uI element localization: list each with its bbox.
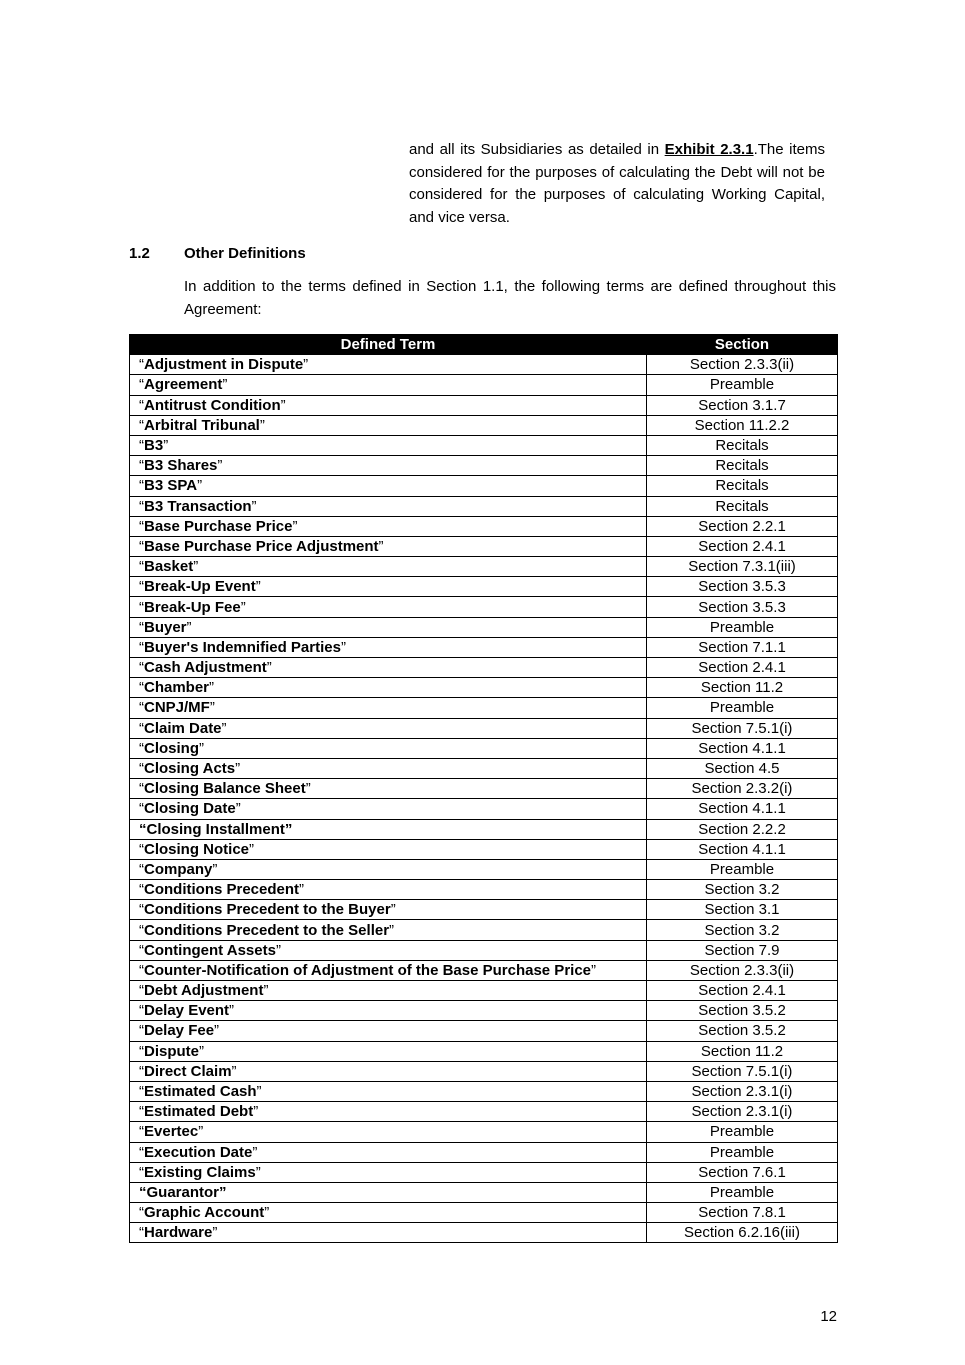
table-row <box>130 698 838 718</box>
section-reference-cell: Section 7.3.1(iii) <box>647 557 838 577</box>
defined-term: Base Purchase Price <box>144 517 293 535</box>
table-row <box>130 375 838 395</box>
defined-term: Conditions Precedent to the Buyer <box>144 901 391 919</box>
defined-term-cell: “Adjustment in Dispute” <box>130 355 647 375</box>
defined-term: Claim Date <box>144 719 222 737</box>
table-row <box>130 819 838 839</box>
defined-term-cell: “Closing Date” <box>130 799 647 819</box>
defined-term: Contingent Assets <box>144 941 276 959</box>
table-row <box>130 1122 838 1142</box>
continued-text-start: and all its Subsidiaries as detailed in <box>409 141 665 158</box>
table-row <box>130 415 838 435</box>
continued-text-end: .The items considered for the purposes of calculating the Debt will not be considered for the purposes of calculating Working Capital, and vice versa. <box>409 141 825 226</box>
defined-term: Conditions Precedent <box>144 881 300 899</box>
defined-term: Estimated Debt <box>144 1103 254 1121</box>
defined-term: Estimated Cash <box>144 1083 257 1101</box>
table-row <box>130 516 838 536</box>
defined-term-cell: “Closing” <box>130 738 647 758</box>
section-reference-cell: Section 4.1.1 <box>647 799 838 819</box>
defined-terms-table <box>129 334 838 1243</box>
defined-term-cell: “Closing Installment” <box>130 819 647 839</box>
section-reference-cell: Recitals <box>647 435 838 455</box>
defined-term: Closing Balance Sheet <box>144 780 306 798</box>
table-row <box>130 1081 838 1101</box>
table-row <box>130 799 838 819</box>
defined-term-cell: “B3 SPA” <box>130 476 647 496</box>
section-reference-cell: Recitals <box>647 476 838 496</box>
defined-term-cell: “Counter-Notification of Adjustment of the Base Purchase Price” <box>130 960 647 980</box>
table-row <box>130 940 838 960</box>
section-reference-cell: Section 7.6.1 <box>647 1162 838 1182</box>
section-reference-cell: Section 11.2 <box>647 678 838 698</box>
defined-term: Graphic Account <box>144 1204 265 1222</box>
defined-term-cell: “Break-Up Fee” <box>130 597 647 617</box>
section-reference-cell: Section 2.3.1(i) <box>647 1102 838 1122</box>
defined-term: Break-Up Event <box>144 578 256 596</box>
defined-term-cell: “Agreement” <box>130 375 647 395</box>
defined-term: B3 <box>144 437 164 455</box>
section-reference-cell: Section 2.2.2 <box>647 819 838 839</box>
defined-term-cell: “Base Purchase Price” <box>130 516 647 536</box>
defined-term: Break-Up Fee <box>144 598 241 616</box>
defined-term-cell: “Base Purchase Price Adjustment” <box>130 536 647 556</box>
defined-term-cell: “Contingent Assets” <box>130 940 647 960</box>
defined-term: Existing Claims <box>144 1163 256 1181</box>
defined-term-cell: “Direct Claim” <box>130 1061 647 1081</box>
defined-term: Closing <box>144 739 199 757</box>
section-reference-cell: Section 7.8.1 <box>647 1203 838 1223</box>
defined-term-cell: “Hardware” <box>130 1223 647 1243</box>
defined-term-cell: “Delay Fee” <box>130 1021 647 1041</box>
table-row <box>130 1182 838 1202</box>
section-reference-cell: Section 3.1 <box>647 900 838 920</box>
header-defined-term: Defined Term <box>130 335 647 355</box>
table-row <box>130 1021 838 1041</box>
defined-term-cell: “B3 Transaction” <box>130 496 647 516</box>
defined-term-cell: “Conditions Precedent to the Seller” <box>130 920 647 940</box>
section-reference-cell: Section 3.5.3 <box>647 597 838 617</box>
section-reference-cell: Section 3.5.2 <box>647 1021 838 1041</box>
section-reference-cell: Recitals <box>647 496 838 516</box>
defined-term: Conditions Precedent to the Seller <box>144 921 390 939</box>
defined-term-cell: “B3 Shares” <box>130 456 647 476</box>
section-reference-cell: Section 2.4.1 <box>647 536 838 556</box>
defined-term-cell: “Chamber” <box>130 678 647 698</box>
section-reference-cell: Section 2.3.3(ii) <box>647 355 838 375</box>
header-section: Section <box>647 335 838 355</box>
section-reference-cell: Recitals <box>647 456 838 476</box>
table-row <box>130 1142 838 1162</box>
section-reference-cell: Section 6.2.16(iii) <box>647 1223 838 1243</box>
defined-term: Closing Date <box>144 800 236 818</box>
defined-term: Buyer's Indemnified Parties <box>144 638 341 656</box>
section-reference-cell: Section 4.1.1 <box>647 738 838 758</box>
table-row <box>130 718 838 738</box>
defined-term: Closing Acts <box>144 760 236 778</box>
table-row <box>130 1041 838 1061</box>
defined-term-cell: “Conditions Precedent to the Buyer” <box>130 900 647 920</box>
table-row <box>130 920 838 940</box>
defined-term-cell: “Claim Date” <box>130 718 647 738</box>
defined-term: Dispute <box>144 1042 200 1060</box>
section-heading <box>129 243 306 265</box>
table-row <box>130 496 838 516</box>
section-reference-cell: Section 3.2 <box>647 880 838 900</box>
section-reference-cell: Section 7.5.1(i) <box>647 718 838 738</box>
defined-term-cell: “Closing Notice” <box>130 839 647 859</box>
defined-term: Chamber <box>144 679 210 697</box>
defined-term-cell: “Cash Adjustment” <box>130 658 647 678</box>
page-number: 12 <box>820 1308 837 1325</box>
section-title: Other Definitions <box>184 245 306 262</box>
table-row <box>130 637 838 657</box>
section-reference-cell: Section 11.2.2 <box>647 415 838 435</box>
table-row <box>130 577 838 597</box>
table-row <box>130 1162 838 1182</box>
section-reference-cell: Preamble <box>647 698 838 718</box>
defined-term: B3 Transaction <box>144 497 252 515</box>
table-row <box>130 395 838 415</box>
table-header-row <box>130 335 838 355</box>
defined-term: Company <box>144 860 213 878</box>
defined-term: Closing Notice <box>144 840 250 858</box>
defined-term: Direct Claim <box>144 1062 232 1080</box>
table-row <box>130 658 838 678</box>
table-row <box>130 435 838 455</box>
defined-term: Execution Date <box>144 1143 253 1161</box>
table-row <box>130 900 838 920</box>
defined-term: Debt Adjustment <box>144 982 264 1000</box>
section-reference-cell: Section 2.3.3(ii) <box>647 960 838 980</box>
section-reference-cell: Preamble <box>647 859 838 879</box>
defined-term: Counter-Notification of Adjustment of the Base Purchase Price <box>144 961 592 979</box>
section-reference-cell: Section 7.5.1(i) <box>647 1061 838 1081</box>
table-row <box>130 536 838 556</box>
defined-term: Basket <box>144 558 194 576</box>
section-reference-cell: Section 3.1.7 <box>647 395 838 415</box>
table-row <box>130 1061 838 1081</box>
table-row <box>130 880 838 900</box>
defined-term-cell: “Buyer” <box>130 617 647 637</box>
section-reference-cell: Section 2.3.2(i) <box>647 779 838 799</box>
defined-term: Delay Fee <box>144 1022 215 1040</box>
defined-term-cell: “Closing Acts” <box>130 758 647 778</box>
defined-term-cell: “Closing Balance Sheet” <box>130 779 647 799</box>
defined-term: Base Purchase Price Adjustment <box>144 537 379 555</box>
table-row <box>130 557 838 577</box>
defined-term: Agreement <box>144 376 223 394</box>
table-row <box>130 1203 838 1223</box>
defined-term-cell: “Existing Claims” <box>130 1162 647 1182</box>
table-row <box>130 476 838 496</box>
defined-term: Evertec <box>144 1123 199 1141</box>
table-row <box>130 1001 838 1021</box>
defined-term: Buyer <box>144 618 187 636</box>
defined-term-cell: “Conditions Precedent” <box>130 880 647 900</box>
defined-term-cell: “Execution Date” <box>130 1142 647 1162</box>
defined-term-cell: “Antitrust Condition” <box>130 395 647 415</box>
defined-term-cell: “Evertec” <box>130 1122 647 1142</box>
section-reference-cell: Preamble <box>647 1142 838 1162</box>
table-row <box>130 960 838 980</box>
defined-term: Arbitral Tribunal <box>144 416 260 434</box>
table-row <box>130 355 838 375</box>
table-row <box>130 859 838 879</box>
defined-term-cell: “Dispute” <box>130 1041 647 1061</box>
table-row <box>130 1223 838 1243</box>
table-row <box>130 597 838 617</box>
table-row <box>130 617 838 637</box>
defined-term-cell: “Break-Up Event” <box>130 577 647 597</box>
section-reference-cell: Preamble <box>647 617 838 637</box>
defined-term-cell: “Estimated Cash” <box>130 1081 647 1101</box>
defined-term-cell: “Basket” <box>130 557 647 577</box>
continued-paragraph <box>409 139 825 229</box>
exhibit-reference: Exhibit 2.3.1 <box>664 141 754 158</box>
defined-term: Guarantor <box>146 1183 220 1201</box>
section-reference-cell: Section 2.4.1 <box>647 658 838 678</box>
table-row <box>130 738 838 758</box>
defined-term: Hardware <box>144 1224 213 1242</box>
defined-term: B3 SPA <box>144 477 198 495</box>
defined-term-cell: “Arbitral Tribunal” <box>130 415 647 435</box>
section-reference-cell: Section 2.3.1(i) <box>647 1081 838 1101</box>
defined-term: CNPJ/MF <box>144 699 210 717</box>
section-reference-cell: Section 4.5 <box>647 758 838 778</box>
table-row <box>130 779 838 799</box>
section-reference-cell: Section 3.5.2 <box>647 1001 838 1021</box>
defined-term: Cash Adjustment <box>144 659 267 677</box>
defined-term-cell: “B3” <box>130 435 647 455</box>
section-reference-cell: Section 4.1.1 <box>647 839 838 859</box>
defined-term-cell: “Debt Adjustment” <box>130 981 647 1001</box>
defined-term-cell: “Graphic Account” <box>130 1203 647 1223</box>
section-reference-cell: Section 3.5.3 <box>647 577 838 597</box>
defined-term: Adjustment in Dispute <box>144 356 304 374</box>
defined-term-cell: “Guarantor” <box>130 1182 647 1202</box>
table-row <box>130 839 838 859</box>
section-reference-cell: Section 11.2 <box>647 1041 838 1061</box>
defined-term-cell: “Delay Event” <box>130 1001 647 1021</box>
defined-term-cell: “Company” <box>130 859 647 879</box>
section-reference-cell: Section 3.2 <box>647 920 838 940</box>
table-row <box>130 758 838 778</box>
section-reference-cell: Section 2.2.1 <box>647 516 838 536</box>
defined-term-cell: “Estimated Debt” <box>130 1102 647 1122</box>
defined-term: Delay Event <box>144 1002 230 1020</box>
section-reference-cell: Section 7.1.1 <box>647 637 838 657</box>
defined-term: B3 Shares <box>144 457 218 475</box>
table-row <box>130 678 838 698</box>
section-number: 1.2 <box>129 245 150 262</box>
section-reference-cell: Preamble <box>647 1122 838 1142</box>
defined-term: Antitrust Condition <box>144 396 281 414</box>
table-row <box>130 981 838 1001</box>
table-row <box>130 456 838 476</box>
defined-term: Closing Installment <box>146 820 285 838</box>
table-row <box>130 1102 838 1122</box>
intro-paragraph: In addition to the terms defined in Section 1.1, the following terms are defined throughout this Agreement: <box>184 278 836 318</box>
section-reference-cell: Preamble <box>647 1182 838 1202</box>
section-reference-cell: Preamble <box>647 375 838 395</box>
section-reference-cell: Section 2.4.1 <box>647 981 838 1001</box>
defined-term-cell: “Buyer's Indemnified Parties” <box>130 637 647 657</box>
section-reference-cell: Section 7.9 <box>647 940 838 960</box>
defined-term-cell: “CNPJ/MF” <box>130 698 647 718</box>
